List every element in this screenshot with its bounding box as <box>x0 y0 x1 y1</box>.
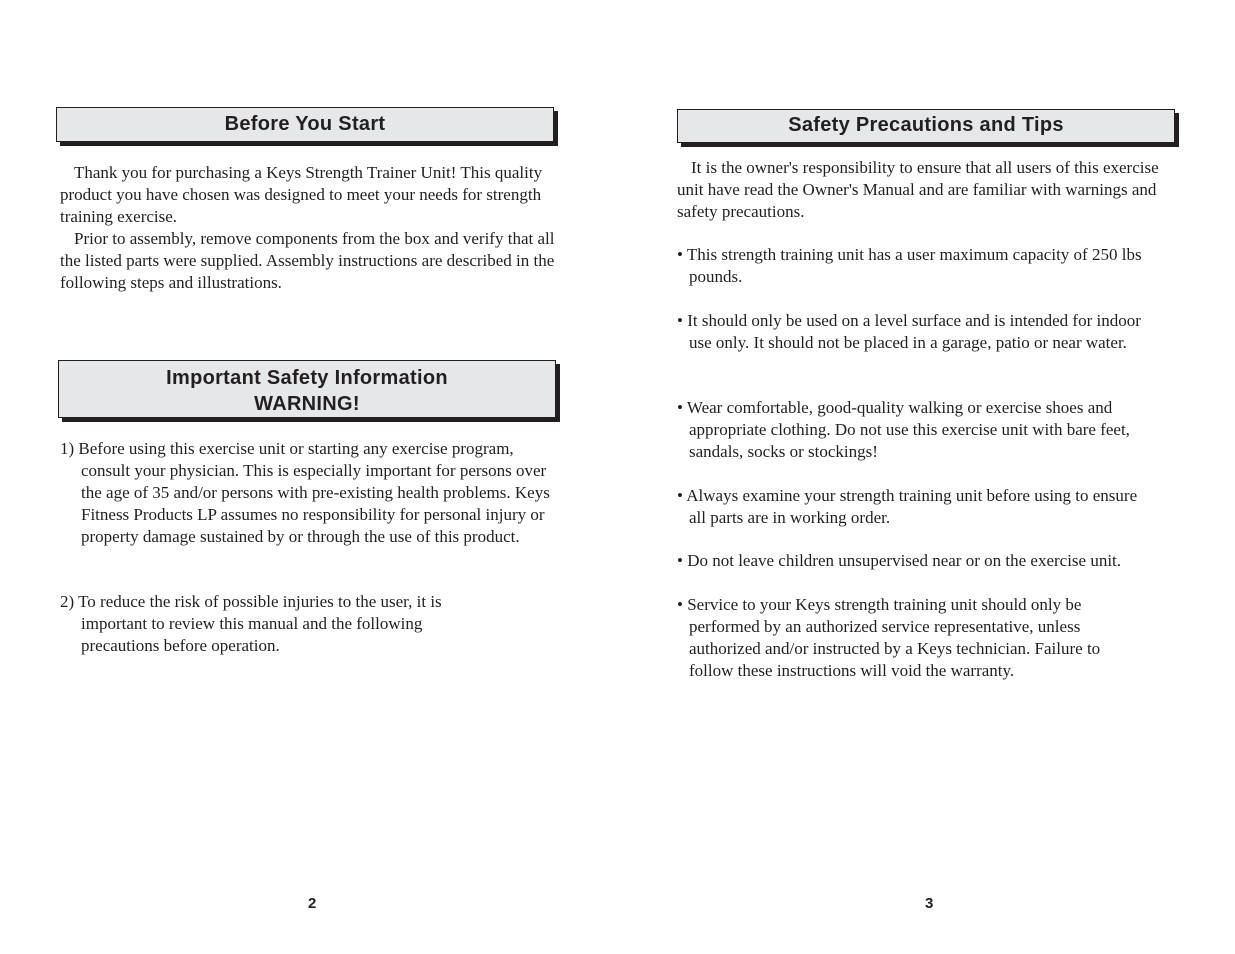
safety-item-1-text: 1) Before using this exercise unit or starting any exercise program, consult your physician. This is especially important for persons over the age of 35 and/or persons with pre-existing health problems. Keys Fitness Products LP assumes no responsibility for personal injury or property damage sustained by or through the use of this product. <box>60 439 550 546</box>
safety-precautions-title: Safety Precautions and Tips <box>788 114 1064 136</box>
precaution-bullet-examine <box>677 485 1152 529</box>
safety-precautions-heading <box>677 109 1175 143</box>
assembly-paragraph: Prior to assembly, remove components from the box and verify that all the listed parts were supplied. Assembly instructions are described in the following steps and illustrations. <box>60 228 555 292</box>
precaution-bullet-examine-text: • Always examine your strength training unit before using to ensure all parts are in working order. <box>677 486 1138 527</box>
important-safety-title: Important Safety Information <box>166 367 448 389</box>
before-you-start-body <box>60 162 560 293</box>
precaution-bullet-capacity <box>677 244 1152 288</box>
precautions-intro-text: It is the owner's responsibility to ensure that all users of this exercise unit have read the Owner's Manual and are familiar with warnings and safety precautions. <box>677 158 1159 221</box>
right-page <box>617 0 1235 954</box>
before-you-start-heading <box>56 107 554 142</box>
safety-item-2 <box>60 591 500 657</box>
safety-item-2-text: 2) To reduce the risk of possible injuries to the user, it is important to review this manual and the following precautions before operation. <box>60 592 442 655</box>
before-you-start-title: Before You Start <box>224 113 386 135</box>
precaution-bullet-capacity-text: • This strength training unit has a user maximum capacity of 250 lbs pounds. <box>677 245 1142 286</box>
precaution-bullet-service <box>677 594 1139 682</box>
safety-item-1 <box>60 438 550 548</box>
precaution-bullet-clothing <box>677 397 1177 463</box>
precaution-bullet-surface-text: • It should only be used on a level surface and is intended for indoor use only. It should not be placed in a garage, patio or near water. <box>677 311 1141 352</box>
warning-title: WARNING! <box>254 393 360 415</box>
precaution-bullet-clothing-text: • Wear comfortable, good-quality walking or exercise shoes and appropriate clothing. Do not use this exercise unit with bare feet, sandals, socks or stockings! <box>677 398 1130 461</box>
page-number-left: 2 <box>308 895 317 912</box>
page-number-right: 3 <box>925 895 934 912</box>
precaution-bullet-service-text: • Service to your Keys strength training unit should only be performed by an authorized service representative, unless authorized and/or instructed by a Keys technician. Failure to follow these instructions will void the warranty. <box>677 595 1101 680</box>
precautions-intro <box>677 157 1182 223</box>
important-safety-heading <box>58 360 556 418</box>
intro-paragraph: Thank you for purchasing a Keys Strength Trainer Unit! This quality product you have chosen was designed to meet your needs for strength training exercise. <box>60 163 543 226</box>
precaution-bullet-children-text: • Do not leave children unsupervised near or on the exercise unit. <box>677 551 1122 570</box>
left-page <box>0 0 617 954</box>
precaution-bullet-children <box>677 550 1197 572</box>
precaution-bullet-surface <box>677 310 1157 354</box>
